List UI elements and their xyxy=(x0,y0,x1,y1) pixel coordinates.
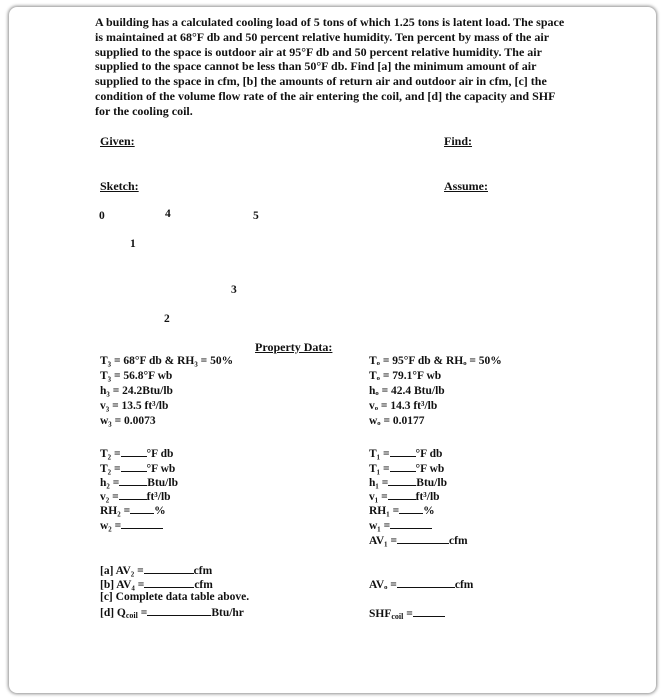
stateo-line: Tₒ = 79.1°F wb xyxy=(369,370,442,382)
state2-tdb-row: T₂ = °F db xyxy=(100,448,174,460)
state2-twb-blank[interactable] xyxy=(121,461,147,472)
sketch-point-2: 2 xyxy=(164,313,170,325)
state2-w-row: w₂ = xyxy=(100,518,163,532)
answer-b-row: [b] AV₄ = cfm xyxy=(100,579,213,591)
answer-a-row: [a] AV₂ = cfm xyxy=(100,565,213,577)
state2-twb-row: T₂ = °F wb xyxy=(100,463,176,475)
sketch-header: Sketch: xyxy=(100,179,139,193)
state1-tdb-blank[interactable] xyxy=(390,446,416,457)
stateo-line: Tₒ = 95°F db & RHₒ = 50% xyxy=(369,355,502,367)
state1-w-blank[interactable] xyxy=(390,518,432,529)
state1-w-row: w₁ = xyxy=(369,518,432,532)
answer-shf-blank[interactable] xyxy=(413,606,445,617)
answer-c-row: [c] Complete data table above. xyxy=(100,591,250,603)
state2-rh-blank[interactable] xyxy=(130,503,154,514)
answer-avo-blank[interactable] xyxy=(397,577,455,588)
state2-h-blank[interactable] xyxy=(119,475,147,486)
state1-twb-blank[interactable] xyxy=(390,461,416,472)
state1-rh-blank[interactable] xyxy=(399,503,423,514)
state3-line: v₃ = 13.5 ft³/lb xyxy=(100,400,169,412)
state1-av-row: AV₁ = cfm xyxy=(369,535,468,547)
sketch-point-0: 0 xyxy=(99,210,105,222)
sketch-point-3: 3 xyxy=(231,284,237,296)
stateo-line: wₒ = 0.0177 xyxy=(369,415,425,427)
answer-d-blank[interactable] xyxy=(147,605,211,616)
answer-a-blank[interactable] xyxy=(144,563,194,574)
state1-v-blank[interactable] xyxy=(388,489,416,500)
find-header: Find: xyxy=(444,134,473,148)
state2-v-row: v₂ = ft³/lb xyxy=(100,491,171,503)
sketch-point-4: 4 xyxy=(165,208,171,220)
stateo-line: vₒ = 14.3 ft³/lb xyxy=(369,400,438,412)
state2-rh-row: RH₂ = % xyxy=(100,505,166,517)
stateo-properties xyxy=(369,354,502,429)
answer-b-blank[interactable] xyxy=(144,577,194,588)
sketch-point-1: 1 xyxy=(130,238,136,250)
state3-line: h₃ = 24.2Btu/lb xyxy=(100,385,173,397)
stateo-line: hₒ = 42.4 Btu/lb xyxy=(369,385,445,397)
state3-line: T₃ = 56.8°F wb xyxy=(100,370,173,382)
state2-h-row: h₂ = Btu/lb xyxy=(100,477,178,489)
state1-rh-row: RH₁ = % xyxy=(369,505,435,517)
answer-avo-row: AVₒ = cfm xyxy=(369,579,474,591)
state2-tdb-blank[interactable] xyxy=(121,446,147,457)
property-data-header: Property Data: xyxy=(255,340,333,354)
state1-h-row: h₁ = Btu/lb xyxy=(369,477,447,489)
assume-header: Assume: xyxy=(444,179,488,193)
answer-shf-row: $SHF_{coil}$ = xyxy=(369,606,445,621)
state1-twb-row: T₁ = °F wb xyxy=(369,463,445,475)
given-header: Given: xyxy=(100,134,135,148)
state3-properties xyxy=(100,354,233,429)
state1-av-blank[interactable] xyxy=(397,533,449,544)
state1-tdb-row: T₁ = °F db xyxy=(369,448,443,460)
state1-h-blank[interactable] xyxy=(388,475,416,486)
state2-v-blank[interactable] xyxy=(119,489,147,500)
problem-statement: A building has a calculated cooling load of 5 tons of which 1.25 tons is latent load. The space is maintained at 68°F db and 50 percent relative humidity. Ten percent by mass of the air supplied to the space is outdoor air at 95°F db and 50 percent relative humidity. The air supplied to the space cannot be less than 50°F db. Find [a] the minimum amount of air supplied to the space in cfm, [b] the amounts of return air and outdoor air in cfm, [c] the condition of the volume flow rate of the air entering the coil, and [d] the capacity and SHF for the cooling coil. xyxy=(95,15,565,118)
state3-line: w₃ = 0.0073 xyxy=(100,415,156,427)
sketch-point-5: 5 xyxy=(253,210,259,222)
answer-d-row: [d] $Q_{coil} = Btu/hr$ xyxy=(100,607,244,620)
state1-v-row: v₁ = ft³/lb xyxy=(369,491,440,503)
state3-line: T₃ = 68°F db & RH₃ = 50% xyxy=(100,355,234,367)
state2-w-blank[interactable] xyxy=(121,518,163,529)
